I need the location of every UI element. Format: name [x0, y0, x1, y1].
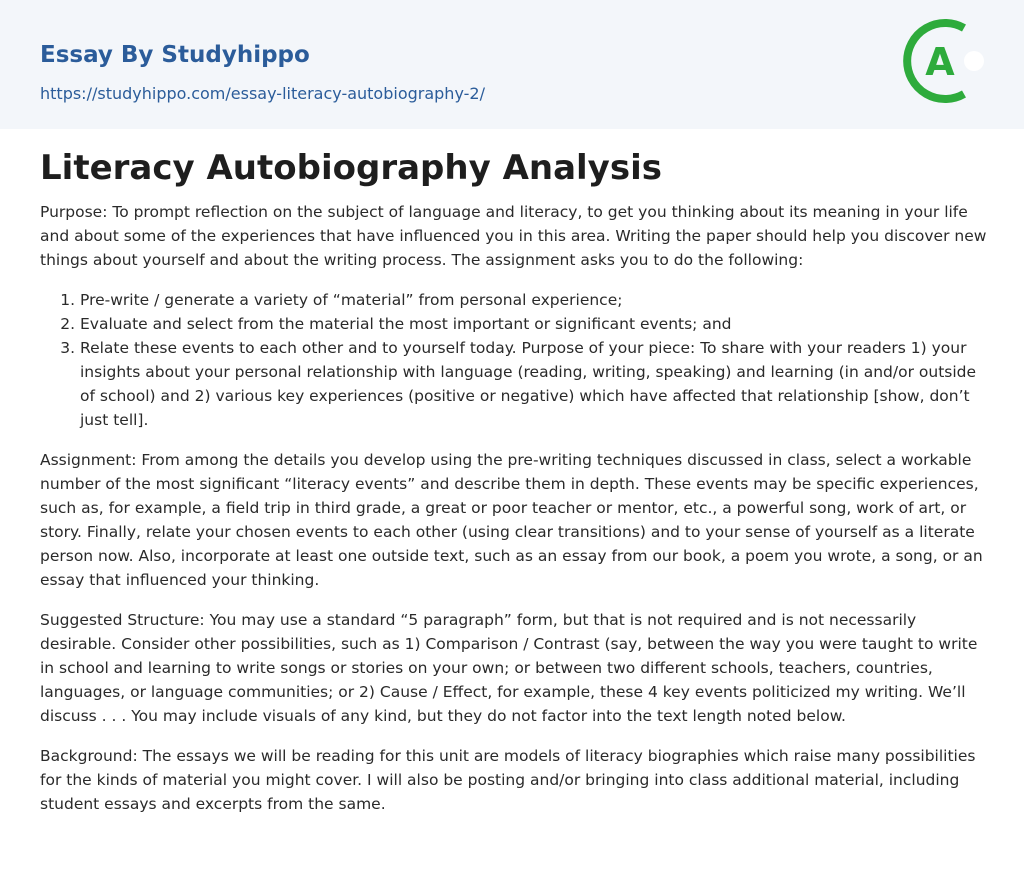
assignment-steps-list: [40, 288, 990, 432]
background-paragraph: Background: The essays we will be reading for this unit are models of literacy biographies which raise many possibilities for the kinds of material you might cover. I will also be posting and/or bringing into class additional material, including student essays and excerpts from the same.: [40, 747, 976, 813]
article-url-link[interactable]: https://studyhippo.com/essay-literacy-autobiography-2/: [40, 84, 485, 103]
list-item: 2. Evaluate and select from the material the most important or significant events; and: [80, 312, 990, 336]
article-body: [40, 146, 990, 832]
assignment-paragraph: Assignment: From among the details you develop using the pre-writing techniques discussed in class, select a workable number of the most significant “literacy events” and describe them in depth. These events may be specific experiences, such as, for example, a field trip in third grade, a great or poor teacher or mentor, etc., a powerful song, work of art, or story. Finally, relate your chosen events to each other (using clear transitions) and to your sense of yourself as a literate person now. Also, incorporate at least one outside text, such as an essay from our book, a poem you wrote, a song, or an essay that influenced your thinking.: [40, 451, 983, 589]
article-title: Literacy Autobiography Analysis: [40, 148, 662, 188]
logo-letter: A: [925, 40, 955, 84]
list-item: 3. Relate these events to each other and to yourself today. Purpose of your piece: To share with your readers 1) your insights about your personal relationship with language (reading, writing, speaking) and learning (in and/or outside of school) and 2) various key experiences (positive or negative) which have affected that relationship [show, don’t just tell].: [80, 336, 990, 432]
site-header: [0, 0, 1024, 129]
site-title[interactable]: Essay By Studyhippo: [40, 42, 310, 68]
list-item: 1. Pre-write / generate a variety of “material” from personal experience;: [80, 288, 990, 312]
structure-paragraph: Suggested Structure: You may use a standard “5 paragraph” form, but that is not required and is not necessarily desirable. Consider other possibilities, such as 1) Comparison / Contrast (say, between the way you were taught to write in school and learning to write songs or stories on your own; or between two different schools, teachers, countries, languages, or language communities; or 2) Cause / Effect, for example, these 4 key events politicized my writing. We’ll discuss . . . You may include visuals of any kind, but they do not factor into the text length noted below.: [40, 611, 978, 725]
studyhippo-logo-icon[interactable]: [902, 18, 986, 104]
purpose-paragraph: Purpose: To prompt reflection on the subject of language and literacy, to get you thinking about its meaning in your life and about some of the experiences that have influenced you in this area. Writing the paper should help you discover new things about yourself and about the writing process. The assignment asks you to do the following:: [40, 203, 987, 269]
